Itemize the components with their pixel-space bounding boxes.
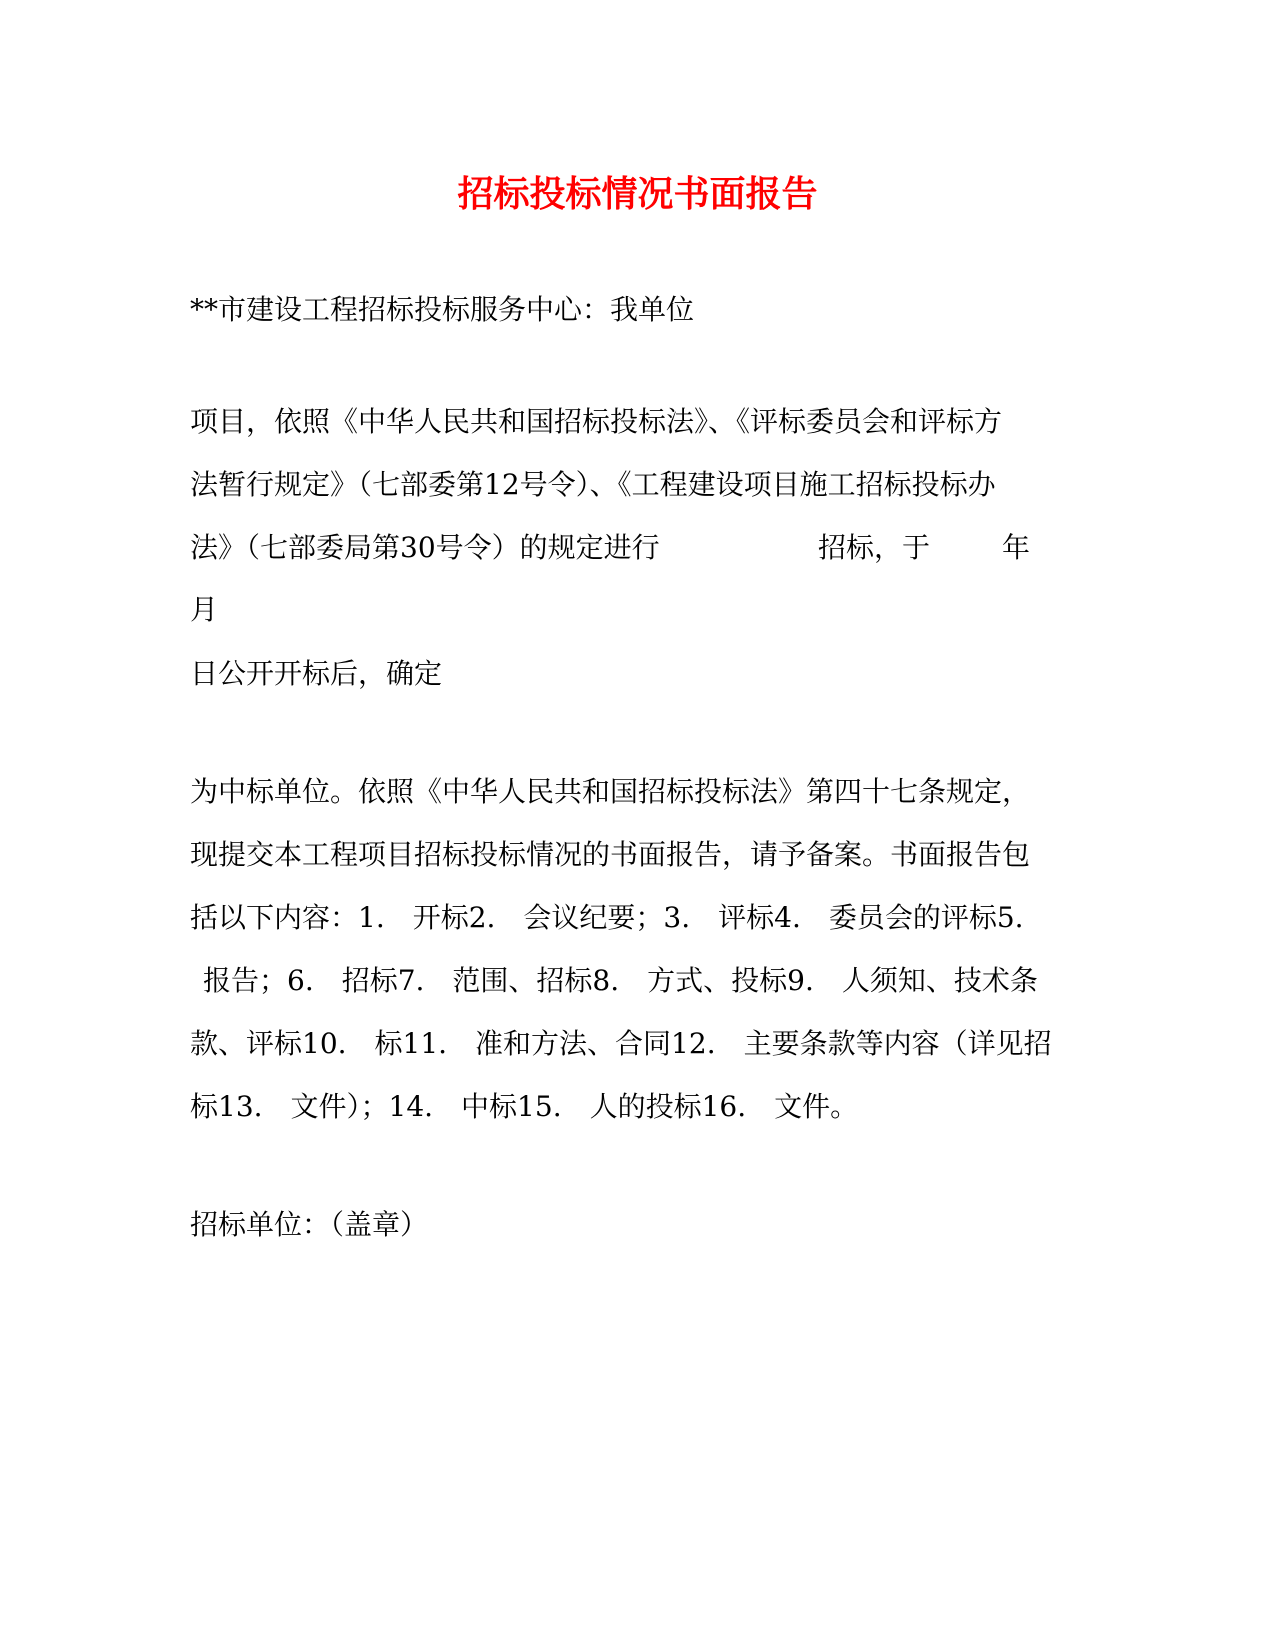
paragraph-2-line-3: 括以下内容：1. 开标2. 会议纪要；3. 评标4. 委员会的评标5.	[190, 901, 1024, 934]
paragraph-1-line-3-part-3: 年	[1002, 531, 1031, 564]
paragraph-2-line-5: 款、评标10. 标11. 准和方法、合同12. 主要条款等内容（详见招	[190, 1027, 1052, 1060]
salutation-line: **市建设工程招标投标服务中心：我单位	[190, 293, 695, 326]
document-title: 招标投标情况书面报告	[457, 173, 818, 215]
paragraph-2-line-6: 标13. 文件）；14. 中标15. 人的投标16. 文件。	[190, 1090, 859, 1123]
paragraph-1-line-1: 项目，依照《中华人民共和国招标投标法》、《评标委员会和评标方	[190, 405, 1003, 438]
paragraph-2-line-2: 现提交本工程项目招标投标情况的书面报告，请予备案。书面报告包	[190, 838, 1031, 871]
signature-line: 招标单位：（盖章）	[190, 1208, 429, 1241]
paragraph-1-line-3-part-2: 招标，于	[818, 531, 931, 564]
paragraph-2-line-1: 为中标单位。依照《中华人民共和国招标投标法》第四十七条规定，	[190, 775, 1031, 808]
paragraph-1-line-4: 月	[190, 593, 219, 626]
paragraph-1-line-3-part-1: 法》（七部委局第30号令）的规定进行	[190, 531, 660, 564]
paragraph-1-line-2: 法暂行规定》（七部委第12号令）、《工程建设项目施工招标投标办	[190, 468, 996, 501]
paragraph-2-line-4: 报告；6. 招标7. 范围、招标8. 方式、投标9. 人须知、技术条	[203, 964, 1038, 997]
paragraph-1-line-5: 日公开开标后，确定	[190, 657, 443, 690]
